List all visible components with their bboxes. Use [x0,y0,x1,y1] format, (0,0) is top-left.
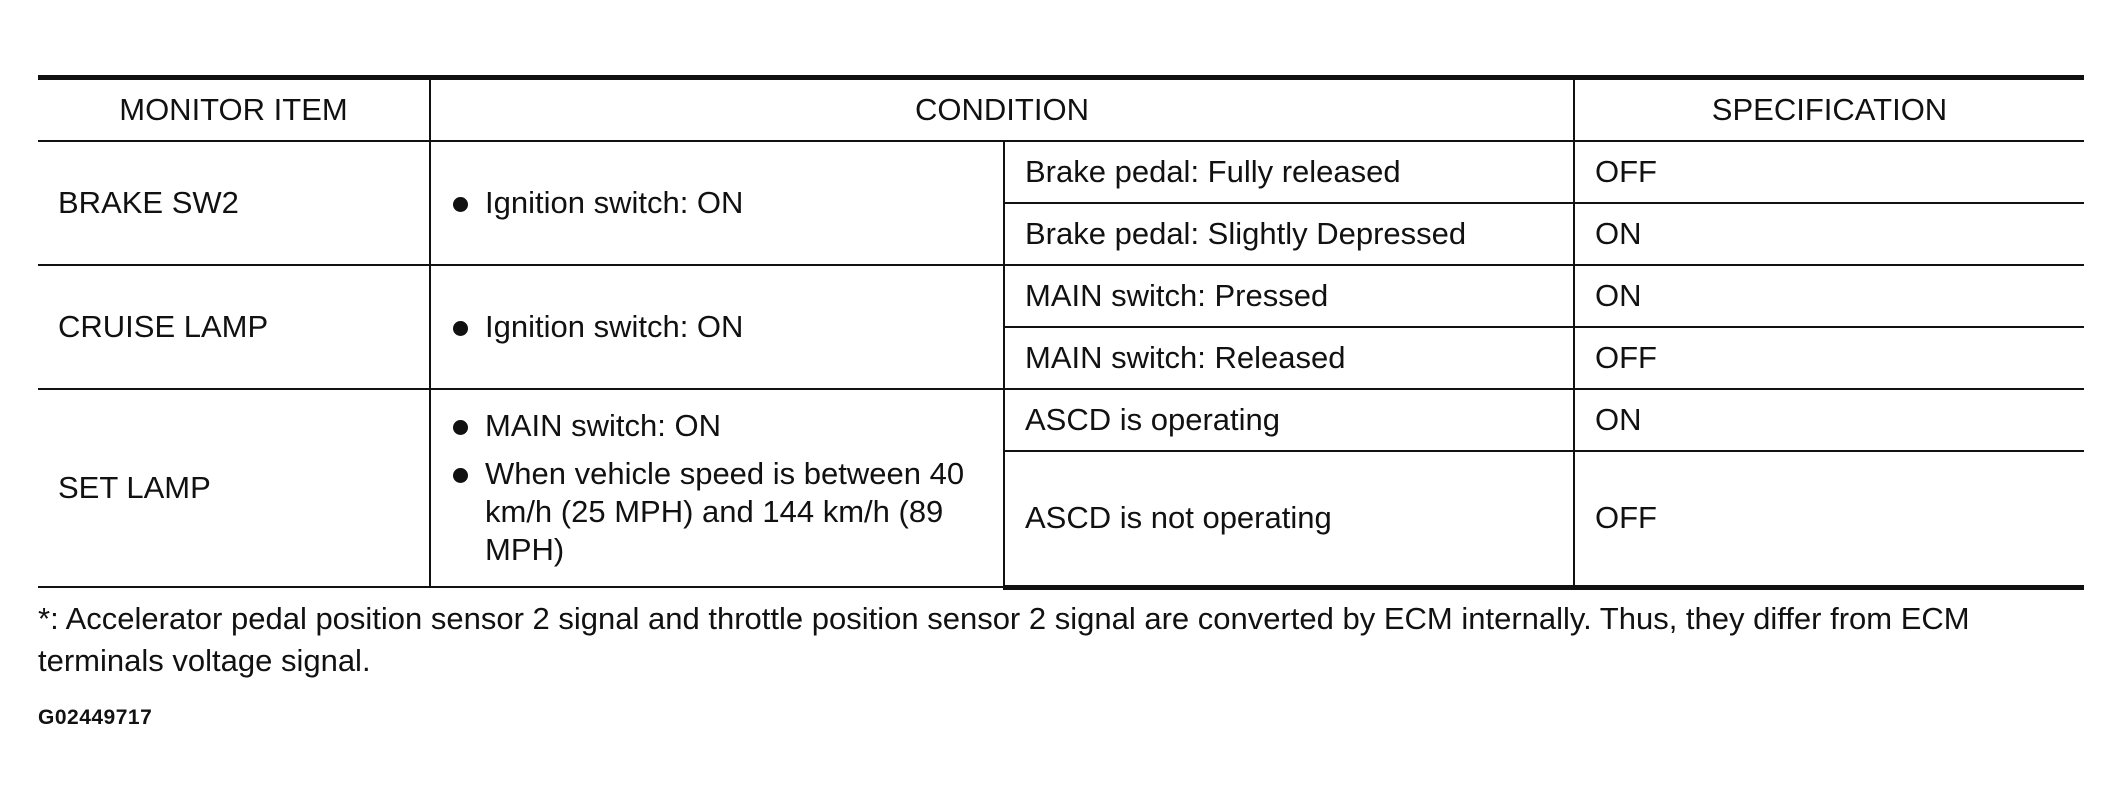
sub-condition-cell: MAIN switch: Released [1004,327,1574,389]
table-header-row [38,78,2084,142]
sub-condition-cell: MAIN switch: Pressed [1004,265,1574,327]
table-row [38,141,2084,203]
condition-bullet: Ignition switch: ON [451,308,983,346]
condition-cell [430,389,1004,587]
monitor-spec-table [38,75,2084,590]
document [38,75,2084,730]
sub-condition-cell: Brake pedal: Fully released [1004,141,1574,203]
table-row [38,389,2084,451]
condition-cell [430,265,1004,389]
specification-cell: ON [1574,265,2084,327]
figure-code: G02449717 [38,706,153,730]
condition-list [451,308,983,346]
header-condition: CONDITION [430,78,1574,142]
sub-condition-cell: Brake pedal: Slightly Depressed [1004,203,1574,265]
header-specification: SPECIFICATION [1574,78,2084,142]
sub-condition-cell: ASCD is operating [1004,389,1574,451]
specification-cell: OFF [1574,327,2084,389]
monitor-item-cell: CRUISE LAMP [38,265,430,389]
condition-list [451,184,983,222]
specification-cell: OFF [1574,451,2084,587]
footnote: *: Accelerator pedal position sensor 2 signal and throttle position sensor 2 signal are converted by ECM internally. Thus, they differ from ECM terminals voltage signal. [38,600,1970,678]
condition-bullet: Ignition switch: ON [451,184,983,222]
table-row [38,265,2084,327]
specification-cell: ON [1574,203,2084,265]
monitor-item-cell: SET LAMP [38,389,430,587]
monitor-item-cell: BRAKE SW2 [38,141,430,265]
specification-cell: OFF [1574,141,2084,203]
specification-cell: ON [1574,389,2084,451]
condition-bullet: MAIN switch: ON [451,407,983,445]
condition-list [451,407,983,568]
condition-bullet: When vehicle speed is between 40 km/h (25 MPH) and 144 km/h (89 MPH) [451,455,983,568]
sub-condition-cell: ASCD is not operating [1004,451,1574,587]
condition-cell [430,141,1004,265]
header-monitor-item: MONITOR ITEM [38,78,430,142]
